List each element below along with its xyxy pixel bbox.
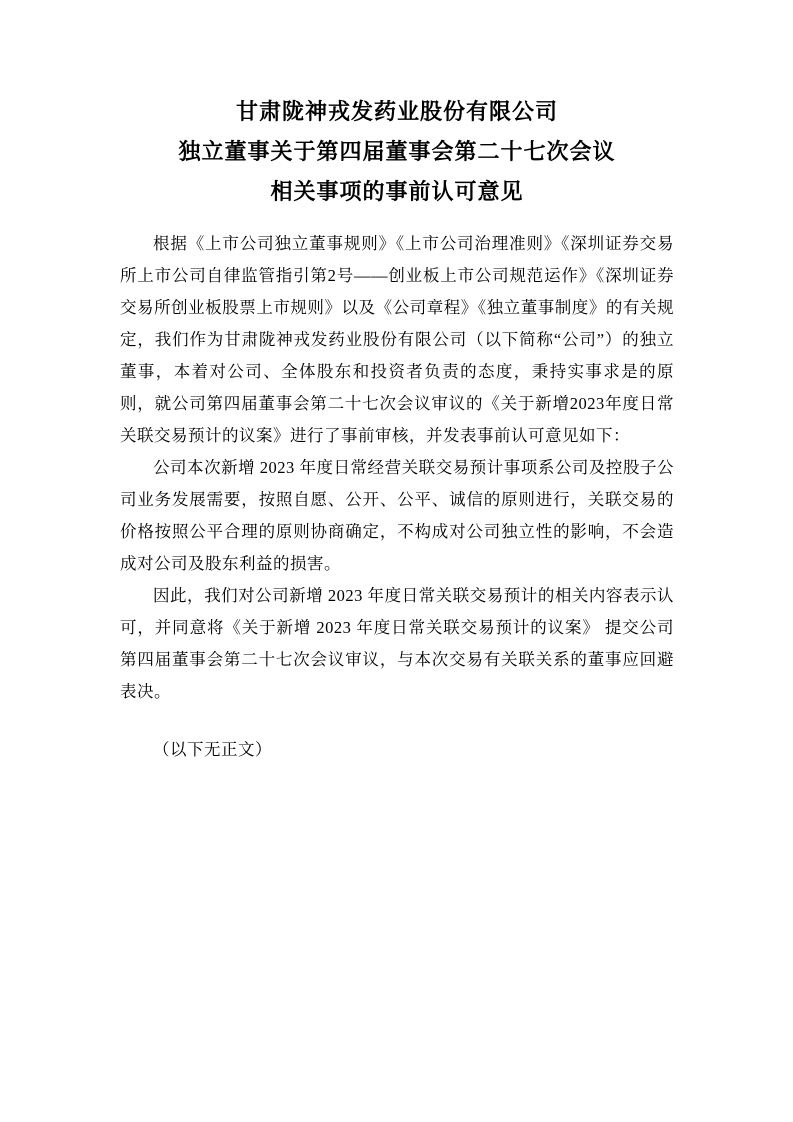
document-body xyxy=(120,228,674,766)
paragraph-opinion: 公司本次新增 2023 年度日常经营关联交易预计事项系公司及控股子公司业务发展需要，按照自愿、公开、公平、诚信的原则进行，关联交易的价格按照公平合理的原则协商确定，不构成对公司独立性的影响，不会造成对公司及股东利益的损害。 xyxy=(120,458,674,573)
title-line-subject: 相关事项的事前认可意见 xyxy=(270,179,524,204)
closing-note: （以下无正文） xyxy=(153,740,272,759)
title-line-meeting: 独立董事关于第四届董事会第二十七次会议 xyxy=(178,139,616,164)
paragraph-basis: 根据《上市公司独立董事规则》《上市公司治理准则》《深圳证券交易所上市公司自律监管指引第2号——创业板上市公司规范运作》《深圳证券交易所创业板股票上市规则》以及《公司章程》《独立董事制度》的有关规定，我们作为甘肃陇神戎发药业股份有限公司（以下简称“公司”）的独立董事，本着对公司、全体股东和投资者负责的态度，秉持实事求是的原则，就公司第四届董事会第二十七次会议审议的《关于新增2023年度日常关联交易预计的议案》进行了事前审核，并发表事前认可意见如下： xyxy=(120,234,674,445)
paragraph-conclusion: 因此，我们对公司新增 2023 年度日常关联交易预计的相关内容表示认可，并同意将《关于新增 2023 年度日常关联交易预计的议案》 提交公司第四届董事会第二十七次会议审议，与本次交易有关联关系的董事应回避表决。 xyxy=(120,586,674,701)
document-title xyxy=(120,92,674,212)
title-line-company: 甘肃陇神戎发药业股份有限公司 xyxy=(235,99,558,124)
